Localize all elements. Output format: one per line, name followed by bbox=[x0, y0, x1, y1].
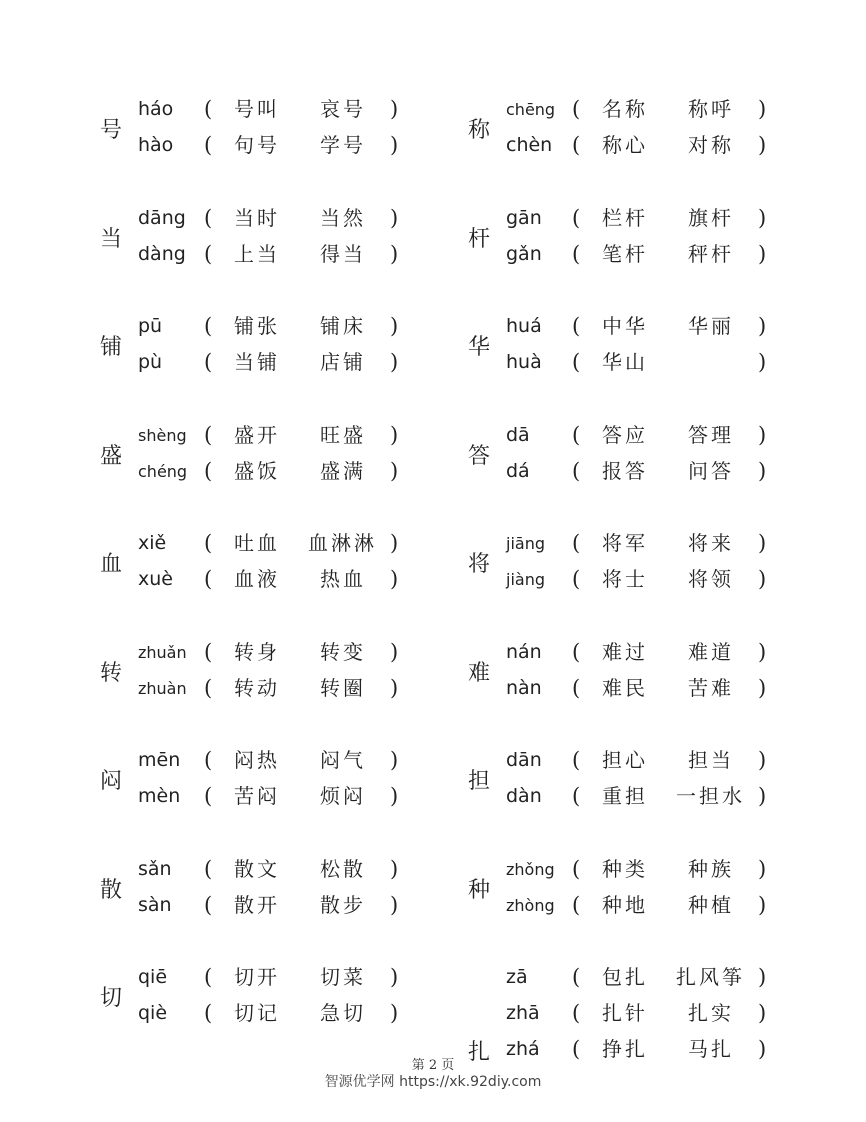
pinyin: mēn bbox=[138, 749, 181, 771]
reading-row bbox=[138, 97, 408, 127]
example-word-1: 中华 bbox=[602, 314, 648, 338]
example-word-2: 种植 bbox=[688, 892, 734, 917]
close-paren: ) bbox=[758, 748, 767, 772]
polyphone-character: 号 bbox=[99, 118, 122, 143]
example-word-1: 铺张 bbox=[234, 314, 280, 338]
open-paren: ( bbox=[204, 567, 213, 591]
reading-row bbox=[506, 423, 776, 453]
pinyin: chēng bbox=[506, 100, 556, 119]
reading-row bbox=[138, 857, 408, 887]
polyphone-character: 铺 bbox=[99, 335, 122, 360]
open-paren: ( bbox=[572, 241, 581, 266]
example-word-1: 称心 bbox=[602, 133, 648, 157]
example-word-1: 切记 bbox=[234, 1001, 280, 1025]
close-paren: ) bbox=[758, 241, 767, 266]
reading-row bbox=[506, 1001, 776, 1031]
example-word-1: 挣扎 bbox=[602, 1037, 648, 1061]
open-paren: ( bbox=[572, 458, 581, 483]
example-word-1: 将军 bbox=[602, 531, 648, 555]
open-paren: ( bbox=[204, 748, 213, 772]
pinyin: huá bbox=[506, 315, 542, 337]
pinyin: zhā bbox=[506, 1002, 540, 1024]
reading-row bbox=[506, 459, 776, 489]
open-paren: ( bbox=[204, 133, 213, 157]
pinyin: dàn bbox=[506, 785, 542, 807]
open-paren: ( bbox=[204, 784, 213, 808]
example-word-1: 转动 bbox=[234, 675, 280, 700]
example-word-2: 马扎 bbox=[688, 1037, 734, 1061]
reading-row bbox=[138, 133, 408, 163]
example-word-2: 旗杆 bbox=[688, 205, 734, 230]
example-word-2: 转变 bbox=[320, 639, 366, 664]
pinyin: dàng bbox=[138, 242, 186, 265]
open-paren: ( bbox=[204, 892, 213, 917]
example-word-2: 热血 bbox=[320, 567, 366, 591]
reading-row bbox=[506, 748, 776, 778]
close-paren: ) bbox=[758, 133, 767, 157]
polyphone-character: 盛 bbox=[99, 443, 122, 469]
reading-row bbox=[138, 567, 408, 597]
open-paren: ( bbox=[572, 422, 581, 447]
pinyin: dá bbox=[506, 459, 530, 482]
pinyin: nàn bbox=[506, 676, 542, 699]
example-word-1: 盛饭 bbox=[234, 458, 280, 483]
example-word-1: 包扎 bbox=[602, 965, 648, 989]
open-paren: ( bbox=[204, 205, 213, 230]
example-word-1: 担心 bbox=[602, 748, 648, 772]
pinyin: jiāng bbox=[506, 534, 545, 553]
reading-row bbox=[138, 350, 408, 380]
close-paren: ) bbox=[758, 1001, 767, 1025]
example-word-1: 盛开 bbox=[234, 422, 280, 447]
example-word-2: 扎风筝 bbox=[676, 965, 745, 989]
example-word-1: 闷热 bbox=[234, 748, 280, 772]
polyphone-character: 将 bbox=[467, 552, 490, 577]
example-word-1: 血液 bbox=[234, 567, 280, 591]
polyphone-character: 血 bbox=[99, 552, 122, 577]
pinyin: dāng bbox=[138, 206, 186, 229]
close-paren: ) bbox=[390, 1001, 399, 1025]
pinyin: dā bbox=[506, 423, 530, 446]
example-word-1: 号叫 bbox=[234, 97, 280, 121]
close-paren: ) bbox=[758, 639, 767, 664]
polyphone-character: 担 bbox=[467, 769, 490, 794]
pinyin: hào bbox=[138, 134, 174, 156]
open-paren: ( bbox=[572, 856, 581, 881]
open-paren: ( bbox=[204, 241, 213, 266]
open-paren: ( bbox=[572, 567, 581, 591]
reading-row bbox=[506, 567, 776, 597]
open-paren: ( bbox=[572, 784, 581, 808]
pinyin: xuè bbox=[138, 568, 173, 590]
reading-row bbox=[506, 97, 776, 127]
example-word-2: 种族 bbox=[688, 856, 734, 881]
open-paren: ( bbox=[572, 892, 581, 917]
open-paren: ( bbox=[572, 639, 581, 664]
polyphone-character: 杆 bbox=[467, 226, 490, 252]
close-paren: ) bbox=[758, 892, 767, 917]
close-paren: ) bbox=[758, 205, 767, 230]
polyphone-character: 散 bbox=[99, 877, 122, 903]
pinyin: qiē bbox=[138, 966, 168, 988]
example-word-2: 难道 bbox=[688, 639, 734, 664]
close-paren: ) bbox=[758, 531, 767, 555]
open-paren: ( bbox=[572, 965, 581, 989]
polyphone-character: 华 bbox=[467, 335, 490, 360]
close-paren: ) bbox=[390, 965, 399, 989]
open-paren: ( bbox=[572, 1037, 581, 1061]
example-word-1: 将士 bbox=[602, 567, 648, 591]
pinyin: nán bbox=[506, 640, 542, 663]
example-word-1: 切开 bbox=[234, 965, 280, 989]
site-watermark: 智源优学网 https://xk.92diy.com bbox=[324, 1074, 542, 1090]
polyphone-character: 闷 bbox=[99, 769, 122, 794]
example-word-1: 散文 bbox=[234, 856, 280, 881]
polyphone-character: 扎 bbox=[467, 1040, 490, 1065]
polyphone-character: 种 bbox=[467, 877, 490, 903]
reading-row bbox=[506, 531, 776, 561]
close-paren: ) bbox=[758, 422, 767, 447]
example-word-1: 笔杆 bbox=[602, 241, 648, 266]
pinyin: zhuǎn bbox=[138, 642, 187, 662]
reading-row bbox=[138, 676, 408, 706]
close-paren: ) bbox=[758, 567, 767, 591]
pinyin: gān bbox=[506, 206, 542, 229]
close-paren: ) bbox=[758, 350, 767, 374]
example-word-1: 报答 bbox=[602, 458, 648, 483]
open-paren: ( bbox=[572, 97, 581, 121]
open-paren: ( bbox=[572, 1001, 581, 1025]
pinyin: zhǒng bbox=[506, 859, 555, 879]
reading-row bbox=[506, 314, 776, 344]
close-paren: ) bbox=[390, 133, 399, 157]
close-paren: ) bbox=[758, 314, 767, 338]
pinyin: chéng bbox=[138, 461, 188, 481]
close-paren: ) bbox=[390, 748, 399, 772]
example-word-2: 一担水 bbox=[676, 784, 745, 808]
close-paren: ) bbox=[390, 784, 399, 808]
polyphone-character: 答 bbox=[467, 443, 490, 469]
example-word-1: 名称 bbox=[602, 97, 648, 121]
example-word-1: 种类 bbox=[602, 856, 648, 881]
close-paren: ) bbox=[758, 675, 767, 700]
close-paren: ) bbox=[390, 892, 399, 917]
open-paren: ( bbox=[572, 205, 581, 230]
reading-row bbox=[138, 459, 408, 489]
example-word-2: 问答 bbox=[688, 458, 734, 483]
reading-row bbox=[138, 314, 408, 344]
pinyin: huà bbox=[506, 351, 542, 373]
example-word-2: 扎实 bbox=[688, 1001, 734, 1025]
reading-row bbox=[138, 640, 408, 670]
open-paren: ( bbox=[204, 531, 213, 555]
close-paren: ) bbox=[758, 97, 767, 121]
close-paren: ) bbox=[390, 241, 399, 266]
example-word-2: 烦闷 bbox=[320, 784, 366, 808]
reading-row bbox=[138, 1001, 408, 1031]
close-paren: ) bbox=[758, 965, 767, 989]
open-paren: ( bbox=[204, 1001, 213, 1025]
example-word-2: 店铺 bbox=[320, 350, 366, 374]
example-word-1: 种地 bbox=[602, 892, 648, 917]
example-word-2: 将来 bbox=[688, 531, 734, 555]
reading-row bbox=[506, 676, 776, 706]
close-paren: ) bbox=[390, 567, 399, 591]
close-paren: ) bbox=[390, 422, 399, 447]
pinyin: pù bbox=[138, 351, 163, 373]
close-paren: ) bbox=[390, 97, 399, 121]
pinyin: pū bbox=[138, 315, 163, 337]
example-word-1: 当铺 bbox=[234, 350, 280, 374]
close-paren: ) bbox=[390, 314, 399, 338]
pinyin: sàn bbox=[138, 893, 172, 916]
example-word-2: 得当 bbox=[320, 241, 366, 266]
open-paren: ( bbox=[572, 748, 581, 772]
example-word-1: 转身 bbox=[234, 639, 280, 664]
example-word-1: 重担 bbox=[602, 784, 648, 808]
example-word-2: 切菜 bbox=[320, 965, 366, 989]
example-word-1: 苦闷 bbox=[234, 784, 280, 808]
open-paren: ( bbox=[572, 350, 581, 374]
pinyin: chèn bbox=[506, 134, 553, 156]
example-word-2: 哀号 bbox=[320, 97, 366, 121]
example-word-2: 答理 bbox=[688, 422, 734, 447]
example-word-1: 吐血 bbox=[234, 531, 280, 555]
example-word-1: 句号 bbox=[234, 133, 280, 157]
pinyin: dān bbox=[506, 749, 542, 771]
example-word-1: 散开 bbox=[234, 892, 280, 917]
example-word-2: 散步 bbox=[320, 892, 366, 917]
example-word-2: 转圈 bbox=[320, 675, 366, 700]
close-paren: ) bbox=[390, 205, 399, 230]
reading-row bbox=[506, 206, 776, 236]
reading-row bbox=[138, 242, 408, 272]
reading-row bbox=[138, 206, 408, 236]
pinyin: gǎn bbox=[506, 242, 542, 265]
example-word-2: 松散 bbox=[320, 856, 366, 881]
pinyin: háo bbox=[138, 98, 174, 120]
polyphone-character: 当 bbox=[99, 226, 122, 252]
example-word-1: 当时 bbox=[234, 205, 280, 230]
open-paren: ( bbox=[204, 458, 213, 483]
reading-row bbox=[506, 133, 776, 163]
pinyin: zhá bbox=[506, 1038, 540, 1060]
example-word-1: 扎针 bbox=[602, 1001, 648, 1025]
reading-row bbox=[506, 350, 776, 380]
example-word-2: 苦难 bbox=[688, 675, 734, 700]
pinyin: sǎn bbox=[138, 857, 172, 880]
close-paren: ) bbox=[390, 639, 399, 664]
close-paren: ) bbox=[390, 531, 399, 555]
close-paren: ) bbox=[758, 1037, 767, 1061]
close-paren: ) bbox=[758, 784, 767, 808]
pinyin: mèn bbox=[138, 785, 181, 807]
example-word-2: 旺盛 bbox=[320, 422, 366, 447]
polyphone-character: 称 bbox=[467, 118, 490, 143]
example-word-1: 华山 bbox=[602, 350, 648, 374]
example-word-2: 血淋淋 bbox=[308, 531, 377, 555]
reading-row bbox=[506, 965, 776, 995]
pinyin: jiàng bbox=[506, 570, 545, 589]
open-paren: ( bbox=[204, 675, 213, 700]
reading-row bbox=[138, 423, 408, 453]
open-paren: ( bbox=[572, 133, 581, 157]
reading-row bbox=[138, 748, 408, 778]
close-paren: ) bbox=[390, 675, 399, 700]
polyphone-character: 转 bbox=[99, 660, 122, 686]
pinyin: zhòng bbox=[506, 895, 555, 915]
page-number: 第 2 页 bbox=[411, 1058, 455, 1073]
reading-row bbox=[138, 965, 408, 995]
open-paren: ( bbox=[204, 422, 213, 447]
example-word-2: 闷气 bbox=[320, 748, 366, 772]
close-paren: ) bbox=[390, 856, 399, 881]
close-paren: ) bbox=[390, 350, 399, 374]
reading-row bbox=[506, 893, 776, 923]
open-paren: ( bbox=[204, 965, 213, 989]
pinyin: zā bbox=[506, 966, 528, 988]
example-word-1: 难过 bbox=[602, 639, 648, 664]
example-word-2: 华丽 bbox=[688, 314, 734, 338]
example-word-2: 秤杆 bbox=[688, 241, 734, 266]
close-paren: ) bbox=[758, 856, 767, 881]
example-word-1: 上当 bbox=[234, 241, 280, 266]
reading-row bbox=[138, 531, 408, 561]
open-paren: ( bbox=[572, 675, 581, 700]
example-word-2: 对称 bbox=[688, 133, 734, 157]
open-paren: ( bbox=[204, 639, 213, 664]
open-paren: ( bbox=[204, 314, 213, 338]
example-word-2: 铺床 bbox=[320, 314, 366, 338]
reading-row bbox=[506, 784, 776, 814]
example-word-2: 担当 bbox=[688, 748, 734, 772]
pinyin: qiè bbox=[138, 1002, 168, 1024]
example-word-1: 答应 bbox=[602, 422, 648, 447]
close-paren: ) bbox=[758, 458, 767, 483]
close-paren: ) bbox=[390, 458, 399, 483]
example-word-2: 急切 bbox=[320, 1001, 366, 1025]
example-word-2: 将领 bbox=[688, 567, 734, 591]
example-word-1: 难民 bbox=[602, 675, 648, 700]
open-paren: ( bbox=[572, 314, 581, 338]
reading-row bbox=[506, 242, 776, 272]
example-word-2: 盛满 bbox=[320, 458, 366, 483]
open-paren: ( bbox=[204, 856, 213, 881]
pinyin: xiě bbox=[138, 532, 167, 554]
example-word-2: 学号 bbox=[320, 133, 366, 157]
polyphone-character: 切 bbox=[99, 986, 122, 1011]
pinyin: zhuàn bbox=[138, 678, 187, 698]
reading-row bbox=[138, 893, 408, 923]
polyphone-character: 难 bbox=[467, 660, 490, 686]
reading-row bbox=[506, 640, 776, 670]
reading-row bbox=[138, 784, 408, 814]
example-word-1: 栏杆 bbox=[602, 205, 648, 230]
reading-row bbox=[506, 857, 776, 887]
example-word-2: 当然 bbox=[320, 205, 366, 230]
example-word-2: 称呼 bbox=[688, 97, 734, 121]
pinyin: shèng bbox=[138, 425, 187, 445]
open-paren: ( bbox=[204, 97, 213, 121]
open-paren: ( bbox=[572, 531, 581, 555]
open-paren: ( bbox=[204, 350, 213, 374]
